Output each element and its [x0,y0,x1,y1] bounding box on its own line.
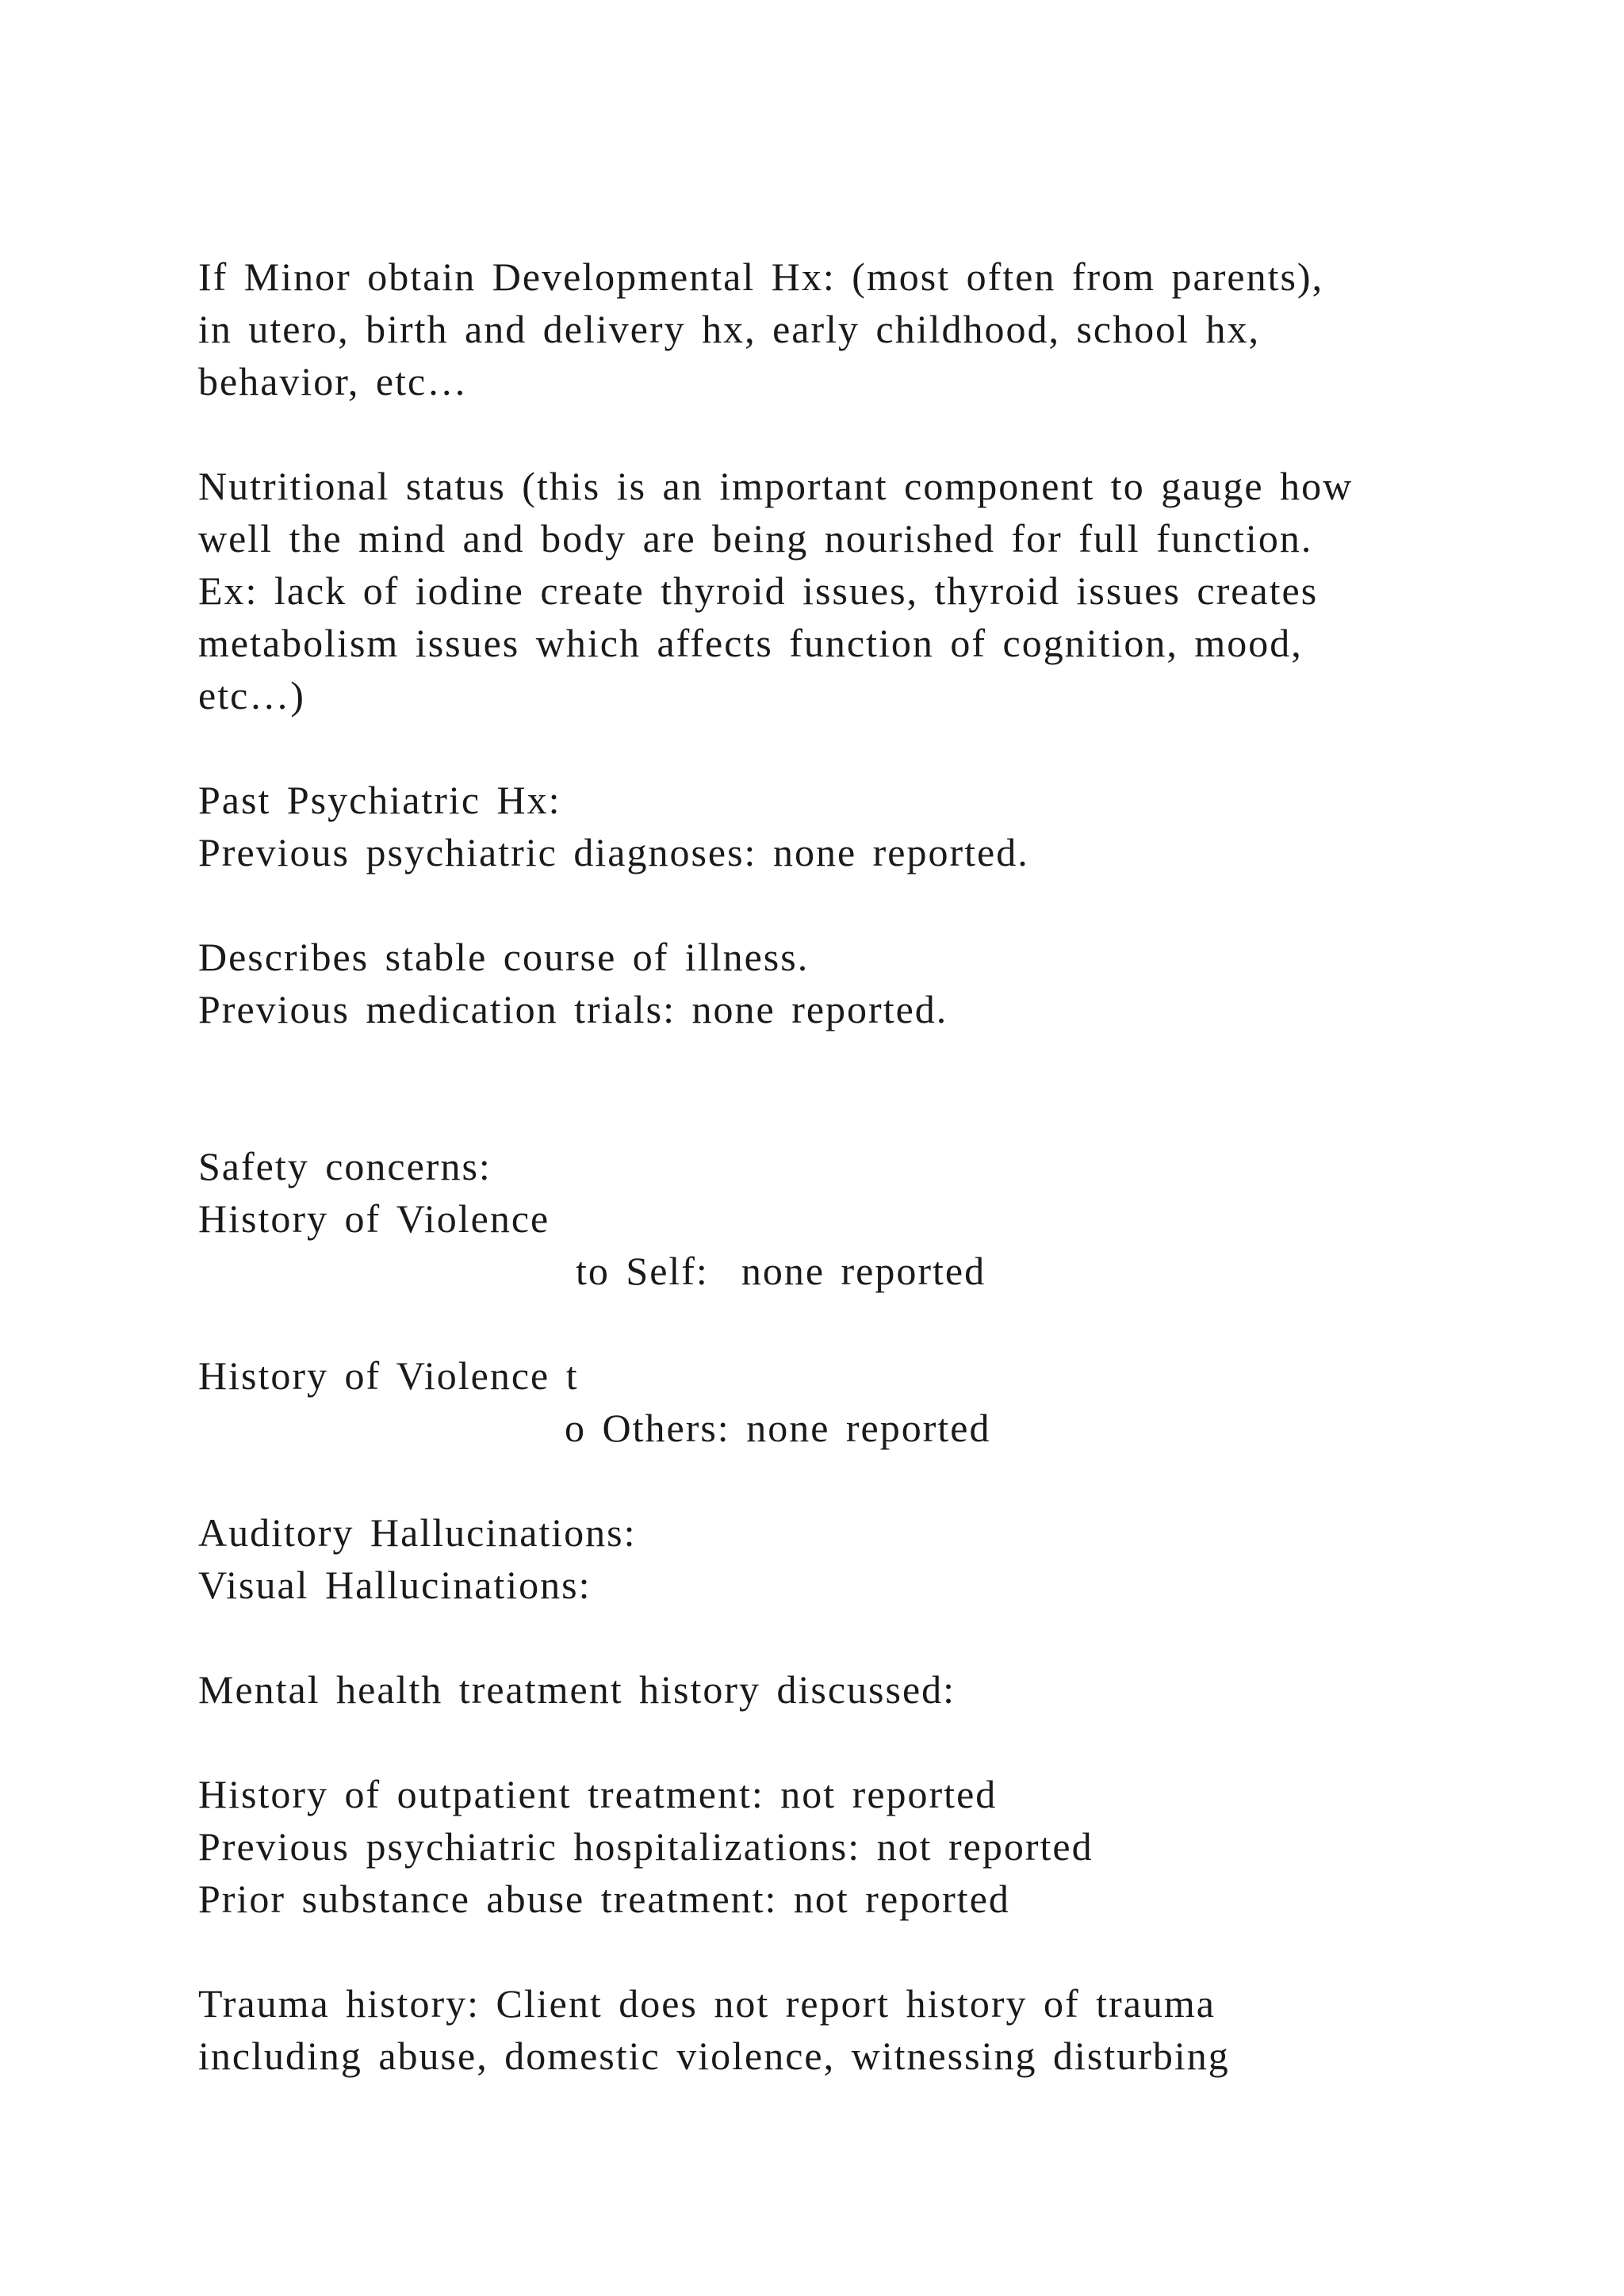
nutritional-line-2: well the mind and body are being nourished for full function. [198,516,1313,561]
nutritional-line-3: Ex: lack of iodine create thyroid issues, thyroid issues creates [198,568,1319,613]
nutritional-line-4: metabolism issues which affects function of cognition, mood, [198,621,1303,665]
visual-hallucinations: Visual Hallucinations: [198,1563,592,1607]
violence-others-label: History of Violence t [198,1353,579,1398]
past-psych-heading: Past Psychiatric Hx: [198,778,561,822]
developmental-line-1: If Minor obtain Developmental Hx: (most often from parents), [198,254,1324,299]
violence-self-value: to Self: none reported [576,1249,986,1293]
nutritional-line-1: Nutritional status (this is an important component to gauge how [198,464,1354,508]
violence-others-value: o Others: none reported [565,1406,991,1450]
substance-abuse-treatment: Prior substance abuse treatment: not reported [198,1877,1010,1921]
past-psych-medications: Previous medication trials: none reported. [198,987,948,1031]
violence-self-label: History of Violence [198,1196,550,1241]
past-psych-diagnoses: Previous psychiatric diagnoses: none reported. [198,830,1029,874]
trauma-line-1: Trauma history: Client does not report history of trauma [198,1981,1216,2026]
auditory-hallucinations: Auditory Hallucinations: [198,1510,637,1555]
developmental-line-2: in utero, birth and delivery hx, early childhood, school hx, [198,307,1261,351]
outpatient-treatment: History of outpatient treatment: not reported [198,1772,998,1816]
developmental-line-3: behavior, etc… [198,359,469,404]
nutritional-line-5: etc…) [198,673,305,718]
psychiatric-hospitalizations: Previous psychiatric hospitalizations: not reported [198,1824,1094,1869]
trauma-line-2: including abuse, domestic violence, witnessing disturbing [198,2034,1230,2078]
past-psych-course: Describes stable course of illness. [198,935,810,979]
safety-heading: Safety concerns: [198,1144,492,1188]
treatment-heading: Mental health treatment history discussed: [198,1667,956,1712]
